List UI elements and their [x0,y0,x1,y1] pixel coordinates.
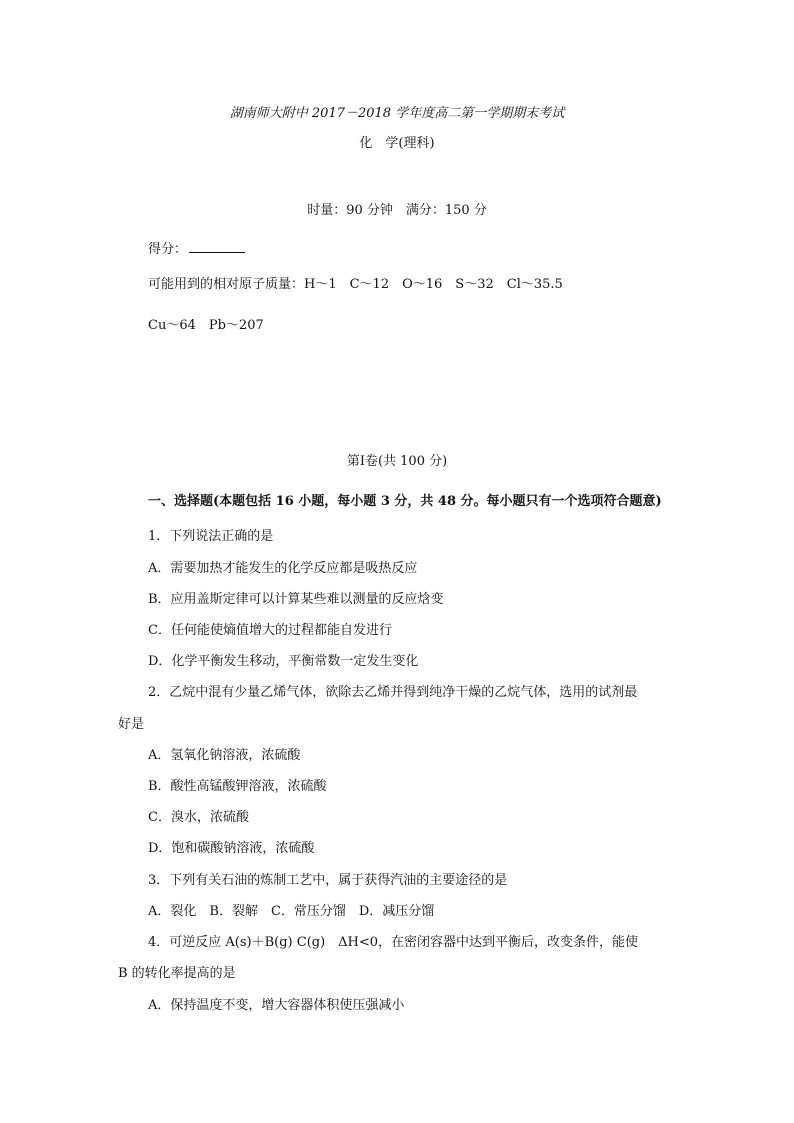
score-field [148,240,245,258]
volume-title: 第Ⅰ卷(共 100 分) [346,454,448,469]
question-2-stem-line2: 好是 [118,717,145,732]
question-3-stem: 3．下列有关石油的炼制工艺中，属于获得汽油的主要途径的是 [148,873,508,888]
question-1-option-a: A．需要加热才能发生的化学反应都是吸热反应 [148,561,418,576]
atomic-masses-line1: 可能用到的相对原子质量：H～1 C～12 O～16 S～32 Cl～35.5 [148,277,563,292]
score-label: 得分： [148,242,188,257]
question-1-option-c: C．任何能使熵值增大的过程都能自发进行 [148,623,392,638]
atomic-masses-line2: Cu～64 Pb～207 [148,318,264,333]
question-1-option-d: D．化学平衡发生移动，平衡常数一定发生变化 [148,654,419,669]
score-blank[interactable] [189,240,245,253]
question-1-stem: 1．下列说法正确的是 [148,529,274,544]
question-2-stem-line1: 2．乙烷中混有少量乙烯气体，欲除去乙烯并得到纯净干燥的乙烷气体，选用的试剂最 [148,685,638,700]
question-2-option-c: C．溴水，浓硫酸 [148,810,249,825]
question-1-option-b: B．应用盖斯定律可以计算某些难以测量的反应焓变 [148,592,444,607]
question-4-option-a: A．保持温度不变，增大容器体积使压强减小 [148,998,405,1013]
question-4-stem-line2: B 的转化率提高的是 [118,966,236,981]
part-title: 一、选择题(本题包括 16 小题，每小题 3 分，共 48 分。每小题只有一个选项符合题意) [148,494,662,509]
question-2-option-d: D．饱和碳酸钠溶液，浓硫酸 [148,841,315,856]
question-3-options: A．裂化 B．裂解 C．常压分馏 D．减压分馏 [148,904,435,919]
subject-title: 化 学(理科) [359,136,435,151]
question-4-stem-line1: 4．可逆反应 A(s)＋B(g) C(g) ΔH<0，在密闭容器中达到平衡后，改变条件，能使 [148,935,639,950]
time-score: 时量：90 分钟 满分：150 分 [307,203,487,218]
exam-title: 湖南师大附中 2017－2018 学年度高二第一学期期末考试 [229,106,565,121]
question-2-option-a: A．氢氧化钠溶液，浓硫酸 [148,748,301,763]
question-2-option-b: B．酸性高锰酸钾溶液，浓硫酸 [148,779,327,794]
